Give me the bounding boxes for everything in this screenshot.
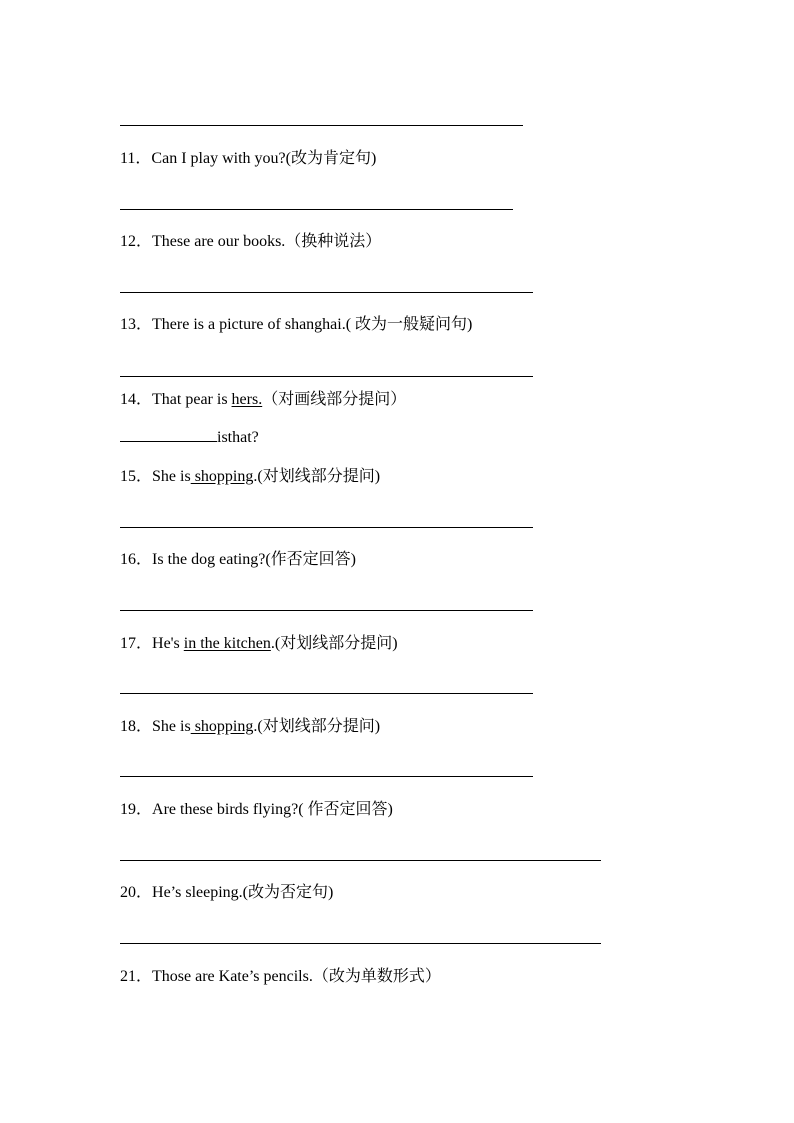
answer-line[interactable]	[120, 943, 601, 944]
question-text-pre: He's	[152, 635, 184, 652]
question-12	[120, 232, 381, 252]
question-11	[120, 149, 376, 169]
question-number: 12．	[120, 233, 153, 250]
question-text: Is the dog eating?(作否定回答)	[152, 551, 356, 568]
question-number: 19．	[120, 801, 153, 818]
answer-line[interactable]	[120, 860, 601, 861]
question-21	[120, 967, 441, 987]
question-number: 14．	[120, 391, 153, 408]
question-text-pre: She is	[152, 718, 191, 735]
question-text-pre: That pear is	[152, 391, 232, 408]
question-15	[120, 467, 380, 487]
answer-tail: isthat?	[217, 429, 259, 446]
question-number: 18．	[120, 718, 153, 735]
question-text: Those are Kate’s pencils.（改为单数形式）	[152, 968, 441, 985]
question-18	[120, 717, 380, 737]
underlined-word: hers.	[231, 391, 263, 408]
answer-line[interactable]	[120, 125, 523, 126]
question-number: 16．	[120, 551, 153, 568]
question-number: 15．	[120, 468, 153, 485]
question-number: 21．	[120, 968, 153, 985]
question-13	[120, 315, 472, 335]
question-text: He’s sleeping.(改为否定句)	[152, 884, 334, 901]
question-text: Can I play with you?(改为肯定句)	[151, 150, 377, 167]
question-number: 20．	[120, 884, 153, 901]
answer-line[interactable]	[120, 693, 533, 694]
answer-line[interactable]	[120, 376, 533, 377]
answer-blank[interactable]	[120, 426, 217, 442]
question-instruction: （对画线部分提问）	[262, 391, 407, 408]
answer-line[interactable]	[120, 292, 533, 293]
question-19	[120, 800, 393, 820]
question-number: 17．	[120, 635, 153, 652]
question-number: 11．	[120, 150, 152, 167]
question-instruction: .(对划线部分提问)	[253, 718, 381, 735]
question-text: Are these birds flying?( 作否定回答)	[152, 801, 393, 818]
question-16	[120, 550, 356, 570]
question-14-answer	[120, 426, 259, 448]
underlined-word: shopping	[190, 468, 254, 485]
answer-line[interactable]	[120, 776, 533, 777]
underlined-word: shopping	[190, 718, 254, 735]
question-text: There is a picture of shanghai.( 改为一般疑问句)	[152, 316, 473, 333]
answer-line[interactable]	[120, 610, 533, 611]
question-instruction: .(对划线部分提问)	[253, 468, 381, 485]
underlined-word: in the kitchen	[183, 635, 271, 652]
question-17	[120, 634, 398, 654]
answer-line[interactable]	[120, 527, 533, 528]
question-text-pre: She is	[152, 468, 191, 485]
question-text: These are our books.（换种说法）	[152, 233, 382, 250]
question-14	[120, 390, 406, 410]
question-instruction: .(对划线部分提问)	[270, 635, 398, 652]
question-number: 13．	[120, 316, 153, 333]
question-20	[120, 883, 333, 903]
answer-line[interactable]	[120, 209, 513, 210]
